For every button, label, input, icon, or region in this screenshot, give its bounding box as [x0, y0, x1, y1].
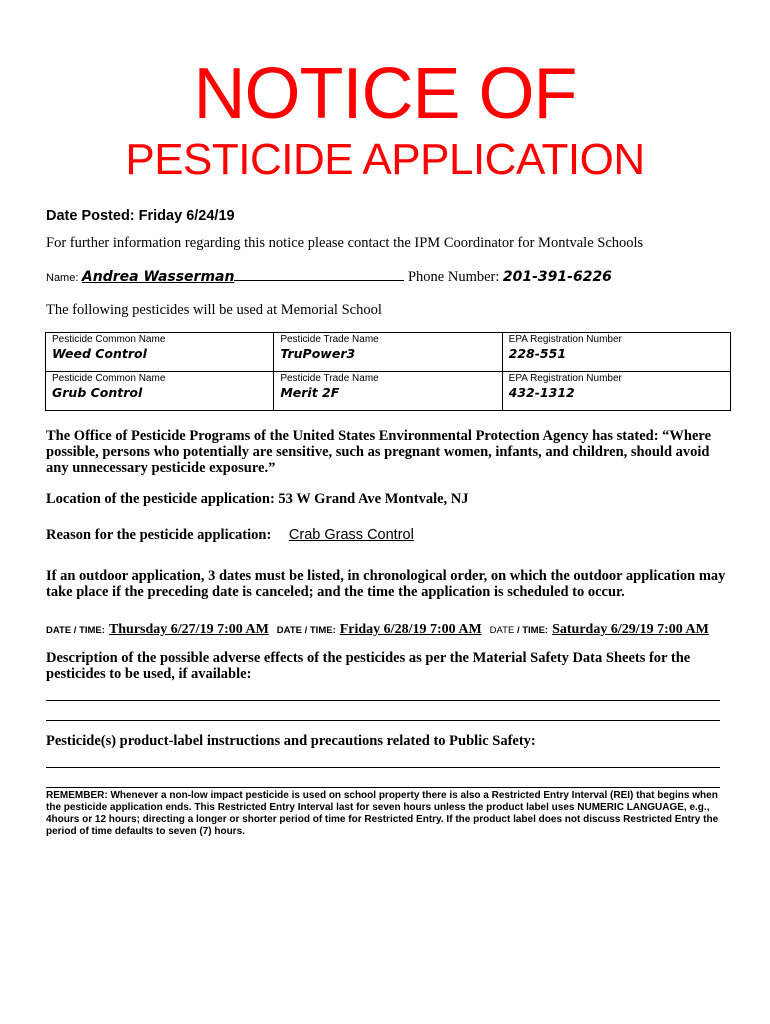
fill-in-line — [46, 787, 720, 788]
time-label: / TIME: — [514, 625, 549, 636]
fill-in-line — [46, 720, 720, 721]
epa-number-value: 432-1312 — [508, 385, 575, 400]
date-time-label: DATE / TIME: — [46, 625, 105, 636]
epa-number-header: EPA Registration Number — [508, 334, 622, 345]
adverse-effects-text: Description of the possible adverse effects of the pesticides as per the Material Safety Data Sheets for the pesticides to be used, if available: — [46, 650, 691, 682]
notice-title-line2: PESTICIDE APPLICATION — [125, 135, 645, 184]
table-cell — [502, 372, 730, 411]
common-name-header: Pesticide Common Name — [52, 334, 166, 345]
phone-label: Phone Number: — [407, 269, 500, 285]
table-cell — [46, 333, 274, 372]
date-value: Saturday 6/29/19 7:00 AM — [552, 622, 709, 637]
table-row — [46, 333, 731, 372]
contact-line — [46, 267, 612, 286]
epa-office-statement: The Office of Pesticide Programs of the United States Environmental Protection Agency has stated: “Where possible, persons who potentially are sensitive, such as pregnant women, infants, and children, should avoid any unnecessary pesticide exposure.” — [46, 428, 712, 476]
trade-name-value: TruPower3 — [280, 346, 356, 361]
trade-name-header: Pesticide Trade Name — [280, 334, 379, 345]
reason-label: Reason for the pesticide application: — [46, 527, 272, 543]
outdoor-instructions: If an outdoor application, 3 dates must be listed, in chronological order, on which the outdoor application may take place if the preceding date is canceled; and the time the application is scheduled to occur. — [46, 568, 726, 600]
date-posted: Date Posted: Friday 6/24/19 — [46, 208, 235, 224]
date-label: DATE — [489, 625, 515, 636]
reason-value: Crab Grass Control — [288, 527, 414, 543]
trade-name-header: Pesticide Trade Name — [280, 373, 379, 384]
name-value: Andrea Wasserman — [81, 269, 235, 285]
fill-in-line — [46, 700, 720, 701]
phone-value: 201-391-6226 — [502, 269, 612, 285]
table-cell — [274, 372, 502, 411]
contact-text: For further information regarding this notice please contact the IPM Coordinator for Montvale Schools — [46, 235, 644, 251]
trade-name-value: Merit 2F — [280, 385, 340, 400]
table-row — [46, 372, 731, 411]
application-dates — [46, 620, 713, 638]
epa-number-header: EPA Registration Number — [508, 373, 622, 384]
reason-line — [46, 527, 414, 544]
common-name-value: Grub Control — [52, 385, 143, 400]
date-value: Thursday 6/27/19 7:00 AM — [108, 622, 269, 637]
common-name-value: Weed Control — [52, 346, 147, 361]
name-label: Name: — [46, 272, 79, 284]
common-name-header: Pesticide Common Name — [52, 373, 166, 384]
pesticide-table — [45, 332, 731, 411]
table-cell — [502, 333, 730, 372]
date-time-label: DATE / TIME: — [276, 625, 336, 636]
location-text: Location of the pesticide application: 53 W Grand Ave Montvale, NJ — [46, 491, 469, 507]
remember-note: REMEMBER: Whenever a non-low impact pesticide is used on school property there is also a Restricted Entry Interval (REI) that begins when the pesticide application ends. This Restricted Entry Interval last for seven hours unless the product label uses NUMERIC LANGUAGE, e.g., 4hours or 12 hours; directing a longer or shorter period of time for Restricted Entry. If the product label does not discuss Restricted Entry the period of time defaults to seven (7) hours. — [46, 790, 719, 837]
table-cell — [274, 333, 502, 372]
table-cell — [46, 372, 274, 411]
name-underline — [234, 267, 404, 281]
epa-number-value: 228-551 — [508, 346, 567, 361]
fill-in-line — [46, 767, 720, 768]
notice-title-line1: NOTICE OF — [193, 54, 577, 134]
product-label-text: Pesticide(s) product-label instructions and precautions related to Public Safety: — [46, 733, 536, 749]
date-value: Friday 6/28/19 7:00 AM — [339, 622, 482, 637]
following-text: The following pesticides will be used at Memorial School — [46, 302, 382, 318]
